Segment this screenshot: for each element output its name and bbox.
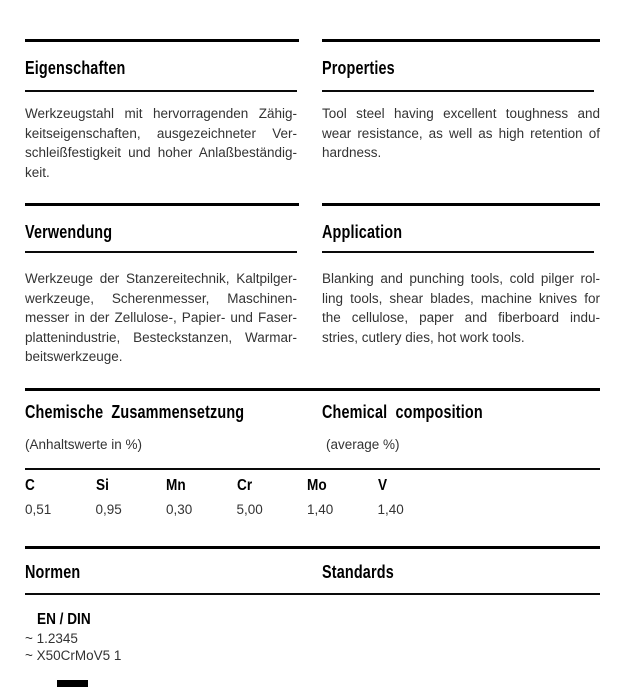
heading-normen — [25, 561, 94, 583]
heading-eigenschaften-label: Eigenschaften — [25, 58, 126, 78]
element-symbol: Mn — [166, 477, 186, 494]
chemical-table-column — [96, 476, 167, 517]
application-paragraph-en — [322, 269, 600, 347]
standards-heading-rule — [25, 593, 600, 595]
section-rule-thick-full — [25, 546, 600, 549]
heading-normen-label: Normen — [25, 562, 81, 582]
heading-standards-label: Standards — [322, 562, 394, 582]
chemical-table-column — [25, 476, 96, 517]
section-rule-thick-right — [322, 203, 600, 206]
heading-underline-right — [322, 90, 594, 92]
text-line: keit. — [25, 164, 50, 180]
text-line: stries, cutlery dies, hot work tools. — [322, 329, 525, 345]
text-line: plattenindustrie, Besteckstanzen, Warmar- — [25, 329, 297, 345]
text-line: beitswerkzeuge. — [25, 349, 123, 364]
text-line: ling tools, shear blades, machine knives for — [322, 290, 600, 306]
text-line: keitseigenschaften, ausgezeichneter Ver- — [25, 125, 297, 141]
text-line: Werkzeugstahl mit hervorragenden Zähig- — [25, 106, 297, 121]
properties-paragraph-en — [322, 104, 600, 163]
element-value: 1,40 — [307, 502, 334, 517]
section-rule-thick-right — [322, 39, 600, 42]
chemical-table-column — [307, 476, 378, 517]
element-value: 0,30 — [166, 502, 193, 517]
heading-verwendung — [25, 221, 134, 243]
chemical-table-column — [378, 476, 449, 517]
heading-properties-label: Properties — [322, 58, 395, 78]
standards-entries — [25, 630, 121, 664]
heading-chemical-composition — [322, 401, 523, 423]
heading-underline-left — [25, 251, 297, 253]
application-paragraph-de — [25, 269, 297, 367]
heading-underline-left — [25, 90, 297, 92]
chemical-table-rule — [25, 468, 600, 470]
heading-chemical-composition-label: Chemical composition — [322, 402, 483, 422]
element-symbol: Cr — [236, 477, 252, 494]
heading-chemische-zusammensetzung — [25, 401, 299, 423]
text-line: werkzeuge, Scherenmesser, Maschinen- — [25, 290, 297, 306]
chemical-composition-table — [25, 476, 448, 517]
heading-eigenschaften — [25, 57, 151, 79]
heading-application — [322, 221, 422, 243]
section-rule-thick-left — [25, 203, 299, 206]
chemical-table-column — [166, 476, 237, 517]
element-value: 5,00 — [236, 502, 263, 517]
chemical-table-column — [237, 476, 308, 517]
standard-designation: ~ X50CrMoV5 1 — [25, 648, 122, 663]
text-line: Tool steel having excellent toughness and — [322, 106, 600, 121]
element-value: 0,51 — [25, 502, 52, 517]
text-line: wear resistance, as well as high retention of — [322, 125, 600, 141]
text-line: Werkzeuge der Stanzereitechnik, Kaltpilger- — [25, 271, 297, 286]
element-symbol: Mo — [307, 477, 327, 494]
text-line: messer in der Zellulose-, Papier- und Faser- — [25, 310, 297, 325]
element-value: 0,95 — [95, 502, 122, 517]
heading-standards — [322, 561, 412, 583]
standard-designation: ~ 1.2345 — [25, 631, 78, 646]
element-symbol: Si — [95, 477, 109, 494]
heading-application-label: Application — [322, 222, 403, 242]
heading-properties — [322, 57, 413, 79]
text-line: hardness. — [322, 145, 382, 160]
section-rule-thick-left — [25, 39, 299, 42]
text-line: the cellulose, paper and fiberboard indu- — [322, 310, 600, 325]
standards-group-label-text: EN / DIN — [37, 611, 91, 628]
element-symbol: C — [25, 477, 35, 494]
element-value: 1,40 — [377, 502, 404, 517]
chemical-note-de: (Anhaltswerte in %) — [25, 437, 143, 452]
section-rule-thick-full — [25, 388, 600, 391]
element-symbol: V — [377, 477, 387, 494]
text-line: Blanking and punching tools, cold pilger rol- — [322, 271, 600, 286]
text-line: schleißfestigkeit und hoher Anlaßbeständig- — [25, 145, 297, 160]
heading-chemische-zusammensetzung-label: Chemische Zusammensetzung — [25, 402, 245, 422]
chemical-note-en: (average %) — [326, 437, 400, 452]
heading-underline-right — [322, 251, 594, 253]
standards-group-label — [37, 610, 100, 630]
properties-paragraph-de — [25, 104, 297, 182]
footer-partial-bar — [57, 680, 88, 687]
heading-verwendung-label: Verwendung — [25, 222, 113, 242]
